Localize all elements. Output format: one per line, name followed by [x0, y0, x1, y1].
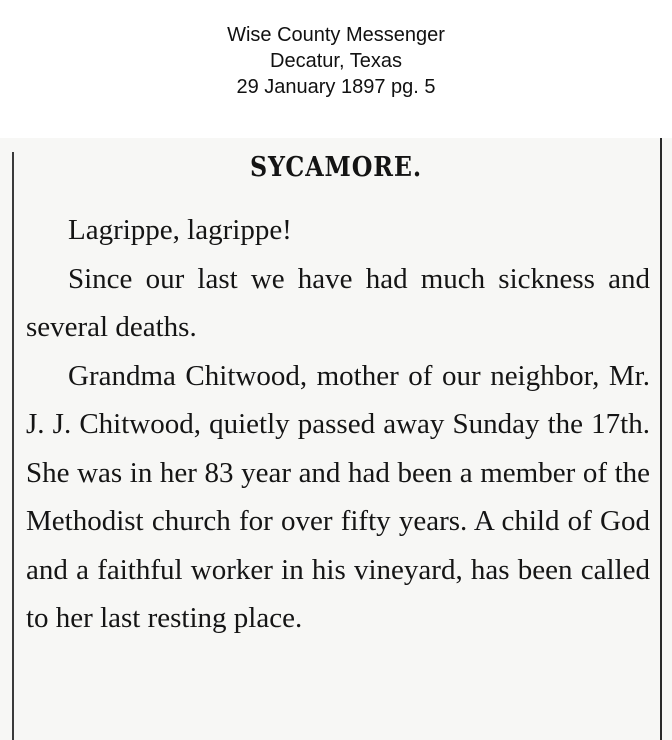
citation-header — [0, 22, 672, 100]
article-paragraph: Grandma Chitwood, mother of our neighbor, Mr. J. J. Chitwood, quietly passed away Sunday the 17th. She was in her 83 year and had been a member of the Methodist church for over fifty years. A child of God and a faithful worker in his vineyard, has been called to her last resting place. — [26, 359, 650, 634]
publication-date-page: 29 January 1897 pg. 5 — [236, 76, 436, 98]
newspaper-name: Wise County Messenger — [227, 24, 445, 46]
article-body — [26, 206, 650, 643]
newspaper-clipping — [0, 138, 672, 740]
article-paragraph: Since our last we have had much sickness and several deaths. — [26, 262, 650, 343]
article-headline: SYCAMORE. — [249, 152, 423, 183]
column-rule-left — [12, 152, 14, 740]
article-paragraph: Lagrippe, lagrippe! — [68, 214, 292, 246]
column-rule-right — [660, 138, 662, 740]
newspaper-location: Decatur, Texas — [270, 50, 402, 72]
